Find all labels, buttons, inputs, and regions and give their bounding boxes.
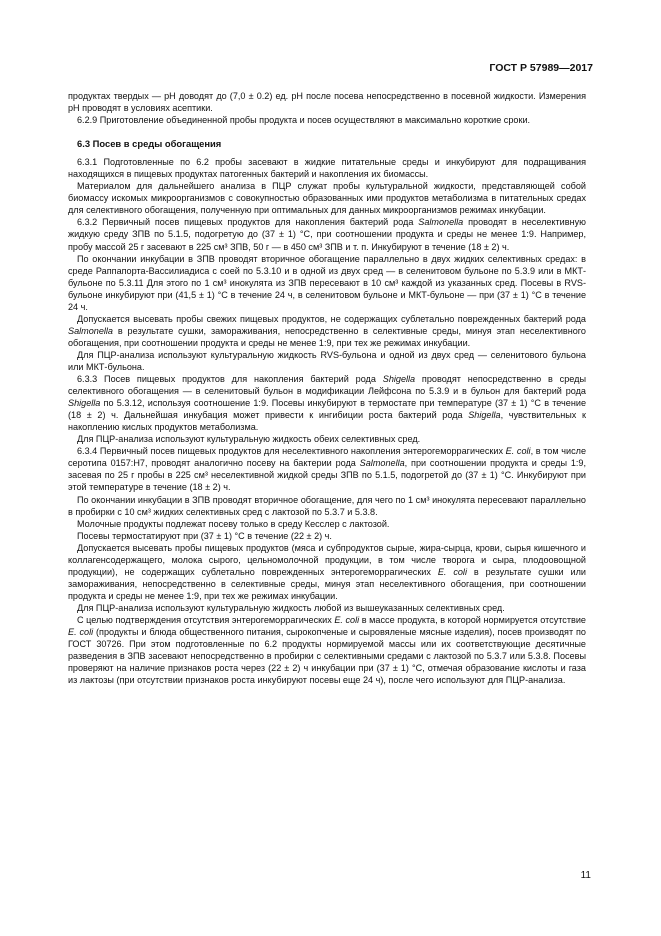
document-body xyxy=(68,90,586,686)
paragraph: Посевы термостатируют при (37 ± 1) °С в течение (22 ± 2) ч. xyxy=(77,530,332,541)
paragraph: Для ПЦР-анализа используют культуральную жидкость RVS-бульона и одной из двух сред — селенитового бульона или МКТ-бульона. xyxy=(68,349,586,372)
paragraph: Для ПЦР-анализа используют культуральную жидкость обеих селективных сред. xyxy=(77,434,421,445)
paragraph: Молочные продукты подлежат посеву только в среду Кесслер с лактозой. xyxy=(77,518,390,529)
paragraph: продуктах твердых — pH доводят до (7,0 ± 0.2) ед. pH после посева непосредственно в посевной жидкости. Измерения pH проводят в условиях асептики. xyxy=(68,91,586,114)
paragraph: 6.3.1 Подготовленные по 6.2 пробы засевают в жидкие питательные среды и инкубируют для подращивания находящихся в пищевых продуктах патогенных бактерий и накопления их биомассы. xyxy=(68,157,586,180)
paragraph: 6.3.2 Первичный посев пищевых продуктов для накопления бактерий рода Salmonella проводят в неселективную жидкую среду ЗПВ по 5.1.5, подогретую до (37 ± 1) °С, при соотношении продукта и среды не менее 1:9. Например, пробу массой 25 г засевают в 225 см³ ЗПВ, 50 г — в 450 см³ ЗПВ и т. п. Инкубируют в течение (18 ± 2) ч. xyxy=(68,217,586,252)
section-title: 6.3 Посев в среды обогащения xyxy=(77,138,222,150)
paragraph: С целью подтверждения отсутствия энтерогеморрагических E. coli в массе продукта, в которой нормируется отсутствие E. coli (продукты и блюда общественного питания, сырокопченые и сыровяленые мясные изделия), посев производят по ГОСТ 30726. При этом подготовленные по 6.2 продукты нормируемой массы или их соответствующие десятичные разведения в ЗПВ засевают непосредственно в пробирки с селективными средами с лактозой по 5.3.7 или 5.3.8. Посевы проверяют на наличие признаков роста через (22 ± 2) ч инкубации при (37 ± 1) °С, отмечая образование кислоты и газа из лактозы (при отсутствии признаков роста инкубируют посевы еще 24 ч), после чего используют для ПЦР-анализа. xyxy=(68,614,586,686)
paragraph: По окончании инкубации в ЗПВ проводят вторичное обогащение, для чего по 1 см³ инокулята пересевают параллельно в пробирки с 10 см³ жидких селективных сред с лактозой по 5.3.7 и 5.3.8. xyxy=(68,494,586,517)
paragraph: Материалом для дальнейшего анализа в ПЦР служат пробы культуральной жидкости, представляющей собой биомассу искомых микроорганизмов с совокупностью образованных ими продуктов метаболизма в питательных средах для селективного обогащения, полученную при оптимальных для данных микроорганизмов режимах инкубации. xyxy=(68,181,586,216)
paragraph: 6.3.4 Первичный посев пищевых продуктов для неселективного накопления энтерогеморрагических E. coli, в том числе серотипа 0157:H7, проводят аналогично посеву на бактерии рода Salmonella, при соотношении продукта и среды 1:9, засевая по 25 г пробы в 225 см³ неселективной жидкой среды ЗПВ по 5.1.5, подогретой до (37 ± 1) °С. Инкубируют при этой температуре в течение (18 ± 2) ч. xyxy=(68,446,586,493)
paragraph: 6.2.9 Приготовление объединенной пробы продукта и посев осуществляют в максимально короткие сроки. xyxy=(77,115,531,126)
paragraph: Для ПЦР-анализа используют культуральную жидкость любой из вышеуказанных селективных сред. xyxy=(77,602,505,613)
paragraph: Допускается высевать пробы пищевых продуктов (мяса и субпродуктов сырые, жира-сырца, крови, сырья кишечного и коллагенсодержащего, молока сырого, цельномолочной продукции, в том числе творога и сыра, плодоовощной продукции), не содержащих сублетально поврежденных энтерогеморрагических E. coli в результате сушки или замораживания, непосредственно в селективные среды, минуя этап неселективного обогащения, при соотношении продукта и среды не менее 1:9, при тех же режимах инкубации. xyxy=(68,542,586,601)
paragraph: По окончании инкубации в ЗПВ проводят вторичное обогащение параллельно в двух жидких селективных средах: в среде Раппапорта-Вассилиадиса с соей по 5.3.10 и в одной из двух сред — в селенитовом бульоне по 5.3.9 или в МКТ-бульоне по 5.3.11 Для этого по 1 см³ инокулята из ЗПВ пересевают в 10 см³ каждой из указанных сред. Посевы в RVS-бульоне инкубируют при (41,5 ± 1) °С в течение 24 ч, в селенитовом бульоне и МКТ-бульоне — при (37 ± 1) °С в течение 24 ч. xyxy=(68,253,586,312)
standard-header: ГОСТ Р 57989—2017 xyxy=(489,62,593,74)
paragraph: 6.3.3 Посев пищевых продуктов для накопления бактерий рода Shigella проводят непосредственно в среды селективного обогащения — в селенитовый бульон в модификации Лейфсона по 5.3.9 и в бульон для бактерий рода Shigella по 5.3.12, используя соотношение 1:9. Посевы инкубируют в термостате при температуре (37 ± 1) °С в течение (18 ± 2) ч. Дальнейшая инкубация может привести к ингибиции роста бактерий рода Shigella, чувствительных к накоплению кислых продуктов метаболизма. xyxy=(68,374,586,433)
page-number: 11 xyxy=(580,870,591,881)
paragraph: Допускается высевать пробы свежих пищевых продуктов, не содержащих сублетально поврежденных бактерий рода Salmonella в результате сушки, замораживания, непосредственно в селективные среды, минуя этап неселективного обогащения, при соотношении продукта и среды не менее 1:9, при тех же режимах инкубации. xyxy=(68,313,586,348)
